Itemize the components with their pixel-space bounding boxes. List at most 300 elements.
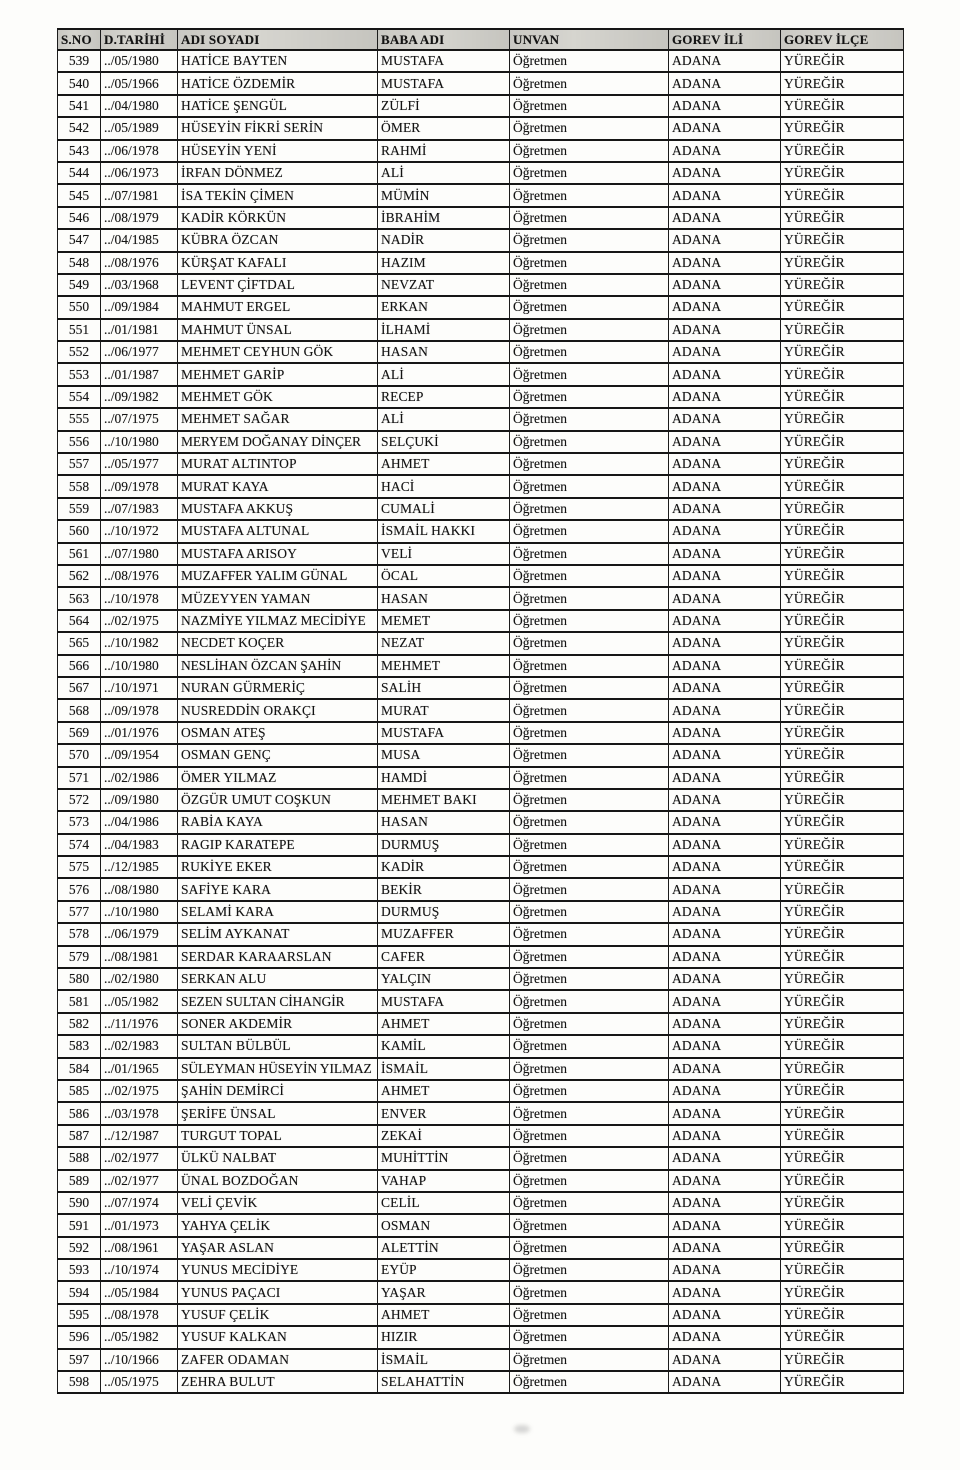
district-cell: YÜREĞİR bbox=[781, 722, 904, 744]
table-row bbox=[58, 520, 904, 542]
birthdate-cell: ../04/1980 bbox=[101, 95, 178, 117]
birthdate-cell: ../09/1984 bbox=[101, 296, 178, 318]
title-cell: Öğretmen bbox=[510, 1349, 669, 1371]
birthdate-cell: ../09/1980 bbox=[101, 789, 178, 811]
name-cell: HATİCE BAYTEN bbox=[178, 50, 378, 72]
serial-cell: 559 bbox=[58, 498, 101, 520]
serial-cell: 581 bbox=[58, 990, 101, 1012]
district-cell: YÜREĞİR bbox=[781, 565, 904, 587]
father-name-cell: MEHMET bbox=[378, 655, 510, 677]
district-cell: YÜREĞİR bbox=[781, 1304, 904, 1326]
table-row bbox=[58, 610, 904, 632]
serial-cell: 578 bbox=[58, 923, 101, 945]
title-cell: Öğretmen bbox=[510, 722, 669, 744]
father-name-cell: ÖMER bbox=[378, 117, 510, 139]
table-row bbox=[58, 296, 904, 318]
name-cell: VELİ ÇEVİK bbox=[178, 1192, 378, 1214]
serial-cell: 594 bbox=[58, 1281, 101, 1303]
table-row bbox=[58, 1013, 904, 1035]
name-cell: MUSTAFA ARISOY bbox=[178, 543, 378, 565]
district-cell: YÜREĞİR bbox=[781, 1170, 904, 1192]
name-cell: MEHMET GARİP bbox=[178, 363, 378, 385]
province-cell: ADANA bbox=[669, 520, 781, 542]
district-cell: YÜREĞİR bbox=[781, 901, 904, 923]
serial-cell: 580 bbox=[58, 968, 101, 990]
table-row bbox=[58, 655, 904, 677]
serial-cell: 548 bbox=[58, 252, 101, 274]
father-name-cell: MUSA bbox=[378, 744, 510, 766]
serial-cell: 597 bbox=[58, 1349, 101, 1371]
table-row bbox=[58, 363, 904, 385]
birthdate-cell: ../06/1977 bbox=[101, 341, 178, 363]
province-cell: ADANA bbox=[669, 274, 781, 296]
birthdate-cell: ../09/1982 bbox=[101, 386, 178, 408]
province-cell: ADANA bbox=[669, 498, 781, 520]
province-cell: ADANA bbox=[669, 363, 781, 385]
title-cell: Öğretmen bbox=[510, 878, 669, 900]
serial-cell: 591 bbox=[58, 1214, 101, 1236]
birthdate-cell: ../01/1973 bbox=[101, 1214, 178, 1236]
table-row bbox=[58, 50, 904, 72]
district-cell: YÜREĞİR bbox=[781, 50, 904, 72]
table-row bbox=[58, 72, 904, 94]
serial-cell: 554 bbox=[58, 386, 101, 408]
table-row bbox=[58, 856, 904, 878]
district-cell: YÜREĞİR bbox=[781, 990, 904, 1012]
name-cell: KÜBRA ÖZCAN bbox=[178, 229, 378, 251]
district-cell: YÜREĞİR bbox=[781, 878, 904, 900]
province-cell: ADANA bbox=[669, 543, 781, 565]
table-row bbox=[58, 811, 904, 833]
title-cell: Öğretmen bbox=[510, 207, 669, 229]
province-cell: ADANA bbox=[669, 587, 781, 609]
table-row bbox=[58, 207, 904, 229]
province-cell: ADANA bbox=[669, 1058, 781, 1080]
birthdate-cell: ../10/1972 bbox=[101, 520, 178, 542]
table-row bbox=[58, 475, 904, 497]
district-cell: YÜREĞİR bbox=[781, 341, 904, 363]
province-cell: ADANA bbox=[669, 252, 781, 274]
name-cell: ZEHRA BULUT bbox=[178, 1371, 378, 1393]
title-cell: Öğretmen bbox=[510, 50, 669, 72]
province-cell: ADANA bbox=[669, 95, 781, 117]
table-row bbox=[58, 184, 904, 206]
birthdate-cell: ../01/1987 bbox=[101, 363, 178, 385]
name-cell: MURAT KAYA bbox=[178, 475, 378, 497]
district-cell: YÜREĞİR bbox=[781, 140, 904, 162]
table-row bbox=[58, 1170, 904, 1192]
table-row bbox=[58, 1102, 904, 1124]
title-cell: Öğretmen bbox=[510, 632, 669, 654]
table-row bbox=[58, 1259, 904, 1281]
title-cell: Öğretmen bbox=[510, 1080, 669, 1102]
name-cell: ZAFER ODAMAN bbox=[178, 1349, 378, 1371]
province-cell: ADANA bbox=[669, 1147, 781, 1169]
serial-cell: 589 bbox=[58, 1170, 101, 1192]
serial-cell: 585 bbox=[58, 1080, 101, 1102]
serial-cell: 568 bbox=[58, 699, 101, 721]
title-cell: Öğretmen bbox=[510, 901, 669, 923]
birthdate-cell: ../10/1982 bbox=[101, 632, 178, 654]
title-cell: Öğretmen bbox=[510, 587, 669, 609]
province-cell: ADANA bbox=[669, 162, 781, 184]
title-cell: Öğretmen bbox=[510, 386, 669, 408]
table-row bbox=[58, 1125, 904, 1147]
title-cell: Öğretmen bbox=[510, 95, 669, 117]
district-cell: YÜREĞİR bbox=[781, 1326, 904, 1348]
name-cell: SERKAN ALU bbox=[178, 968, 378, 990]
province-cell: ADANA bbox=[669, 677, 781, 699]
title-cell: Öğretmen bbox=[510, 1304, 669, 1326]
province-cell: ADANA bbox=[669, 140, 781, 162]
province-cell: ADANA bbox=[669, 699, 781, 721]
serial-cell: 584 bbox=[58, 1058, 101, 1080]
title-cell: Öğretmen bbox=[510, 341, 669, 363]
title-cell: Öğretmen bbox=[510, 565, 669, 587]
title-cell: Öğretmen bbox=[510, 1147, 669, 1169]
province-cell: ADANA bbox=[669, 1192, 781, 1214]
table-row bbox=[58, 968, 904, 990]
birthdate-cell: ../11/1976 bbox=[101, 1013, 178, 1035]
district-cell: YÜREĞİR bbox=[781, 1192, 904, 1214]
province-cell: ADANA bbox=[669, 475, 781, 497]
father-name-cell: AHMET bbox=[378, 1013, 510, 1035]
name-cell: SAFİYE KARA bbox=[178, 878, 378, 900]
birthdate-cell: ../05/1977 bbox=[101, 453, 178, 475]
title-cell: Öğretmen bbox=[510, 1259, 669, 1281]
father-name-cell: İLHAMİ bbox=[378, 319, 510, 341]
serial-cell: 540 bbox=[58, 72, 101, 94]
father-name-cell: AHMET bbox=[378, 1080, 510, 1102]
serial-cell: 566 bbox=[58, 655, 101, 677]
name-cell: YUNUS MECİDİYE bbox=[178, 1259, 378, 1281]
serial-cell: 572 bbox=[58, 789, 101, 811]
province-cell: ADANA bbox=[669, 811, 781, 833]
birthdate-cell: ../03/1968 bbox=[101, 274, 178, 296]
father-name-cell: MEMET bbox=[378, 610, 510, 632]
province-cell: ADANA bbox=[669, 565, 781, 587]
birthdate-cell: ../12/1985 bbox=[101, 856, 178, 878]
birthdate-cell: ../12/1987 bbox=[101, 1125, 178, 1147]
column-header-serial: S.NO bbox=[58, 29, 101, 50]
province-cell: ADANA bbox=[669, 878, 781, 900]
title-cell: Öğretmen bbox=[510, 498, 669, 520]
title-cell: Öğretmen bbox=[510, 1035, 669, 1057]
serial-cell: 565 bbox=[58, 632, 101, 654]
name-cell: KÜRŞAT KAFALI bbox=[178, 252, 378, 274]
column-header-title: UNVAN bbox=[510, 29, 669, 50]
province-cell: ADANA bbox=[669, 453, 781, 475]
birthdate-cell: ../10/1980 bbox=[101, 431, 178, 453]
name-cell: ÖZGÜR UMUT COŞKUN bbox=[178, 789, 378, 811]
serial-cell: 573 bbox=[58, 811, 101, 833]
father-name-cell: HASAN bbox=[378, 811, 510, 833]
title-cell: Öğretmen bbox=[510, 655, 669, 677]
province-cell: ADANA bbox=[669, 184, 781, 206]
district-cell: YÜREĞİR bbox=[781, 475, 904, 497]
serial-cell: 593 bbox=[58, 1259, 101, 1281]
birthdate-cell: ../01/1965 bbox=[101, 1058, 178, 1080]
title-cell: Öğretmen bbox=[510, 363, 669, 385]
table-row bbox=[58, 117, 904, 139]
birthdate-cell: ../02/1977 bbox=[101, 1147, 178, 1169]
district-cell: YÜREĞİR bbox=[781, 543, 904, 565]
name-cell: RUKİYE EKER bbox=[178, 856, 378, 878]
header-row bbox=[58, 29, 904, 50]
province-cell: ADANA bbox=[669, 1035, 781, 1057]
table-row bbox=[58, 543, 904, 565]
province-cell: ADANA bbox=[669, 834, 781, 856]
birthdate-cell: ../02/1980 bbox=[101, 968, 178, 990]
table-row bbox=[58, 386, 904, 408]
table-row bbox=[58, 140, 904, 162]
province-cell: ADANA bbox=[669, 632, 781, 654]
name-cell: SERDAR KARAARSLAN bbox=[178, 946, 378, 968]
table-row bbox=[58, 722, 904, 744]
title-cell: Öğretmen bbox=[510, 811, 669, 833]
serial-cell: 569 bbox=[58, 722, 101, 744]
birthdate-cell: ../08/1978 bbox=[101, 1304, 178, 1326]
table-header bbox=[58, 29, 904, 50]
title-cell: Öğretmen bbox=[510, 744, 669, 766]
birthdate-cell: ../02/1986 bbox=[101, 767, 178, 789]
table-row bbox=[58, 252, 904, 274]
father-name-cell: ALİ bbox=[378, 162, 510, 184]
birthdate-cell: ../02/1975 bbox=[101, 610, 178, 632]
father-name-cell: SELAHATTİN bbox=[378, 1371, 510, 1393]
name-cell: MEHMET SAĞAR bbox=[178, 408, 378, 430]
name-cell: İRFAN DÖNMEZ bbox=[178, 162, 378, 184]
father-name-cell: MÜMİN bbox=[378, 184, 510, 206]
serial-cell: 574 bbox=[58, 834, 101, 856]
name-cell: YUNUS PAÇACI bbox=[178, 1281, 378, 1303]
table-row bbox=[58, 1035, 904, 1057]
province-cell: ADANA bbox=[669, 207, 781, 229]
father-name-cell: CUMALİ bbox=[378, 498, 510, 520]
title-cell: Öğretmen bbox=[510, 543, 669, 565]
father-name-cell: ENVER bbox=[378, 1102, 510, 1124]
serial-cell: 549 bbox=[58, 274, 101, 296]
serial-cell: 558 bbox=[58, 475, 101, 497]
father-name-cell: HASAN bbox=[378, 587, 510, 609]
name-cell: NECDET KOÇER bbox=[178, 632, 378, 654]
province-cell: ADANA bbox=[669, 655, 781, 677]
province-cell: ADANA bbox=[669, 1214, 781, 1236]
district-cell: YÜREĞİR bbox=[781, 1035, 904, 1057]
table-body bbox=[58, 50, 904, 1393]
title-cell: Öğretmen bbox=[510, 610, 669, 632]
birthdate-cell: ../09/1978 bbox=[101, 475, 178, 497]
province-cell: ADANA bbox=[669, 1125, 781, 1147]
name-cell: SEZEN SULTAN CİHANGİR bbox=[178, 990, 378, 1012]
province-cell: ADANA bbox=[669, 431, 781, 453]
serial-cell: 556 bbox=[58, 431, 101, 453]
father-name-cell: MURAT bbox=[378, 699, 510, 721]
name-cell: SULTAN BÜLBÜL bbox=[178, 1035, 378, 1057]
name-cell: MEHMET GÖK bbox=[178, 386, 378, 408]
birthdate-cell: ../08/1976 bbox=[101, 252, 178, 274]
district-cell: YÜREĞİR bbox=[781, 811, 904, 833]
birthdate-cell: ../05/1975 bbox=[101, 1371, 178, 1393]
birthdate-cell: ../06/1973 bbox=[101, 162, 178, 184]
title-cell: Öğretmen bbox=[510, 789, 669, 811]
district-cell: YÜREĞİR bbox=[781, 789, 904, 811]
title-cell: Öğretmen bbox=[510, 408, 669, 430]
serial-cell: 541 bbox=[58, 95, 101, 117]
father-name-cell: HACİ bbox=[378, 475, 510, 497]
birthdate-cell: ../04/1985 bbox=[101, 229, 178, 251]
title-cell: Öğretmen bbox=[510, 296, 669, 318]
district-cell: YÜREĞİR bbox=[781, 968, 904, 990]
table-row bbox=[58, 587, 904, 609]
table-row bbox=[58, 95, 904, 117]
birthdate-cell: ../05/1980 bbox=[101, 50, 178, 72]
district-cell: YÜREĞİR bbox=[781, 1371, 904, 1393]
name-cell: ÜLKÜ NALBAT bbox=[178, 1147, 378, 1169]
name-cell: ÖMER YILMAZ bbox=[178, 767, 378, 789]
table-row bbox=[58, 1058, 904, 1080]
name-cell: NURAN GÜRMERİÇ bbox=[178, 677, 378, 699]
name-cell: YUSUF ÇELİK bbox=[178, 1304, 378, 1326]
name-cell: YAHYA ÇELİK bbox=[178, 1214, 378, 1236]
province-cell: ADANA bbox=[669, 72, 781, 94]
district-cell: YÜREĞİR bbox=[781, 610, 904, 632]
district-cell: YÜREĞİR bbox=[781, 1080, 904, 1102]
name-cell: NESLİHAN ÖZCAN ŞAHİN bbox=[178, 655, 378, 677]
district-cell: YÜREĞİR bbox=[781, 1349, 904, 1371]
serial-cell: 543 bbox=[58, 140, 101, 162]
serial-cell: 590 bbox=[58, 1192, 101, 1214]
title-cell: Öğretmen bbox=[510, 229, 669, 251]
province-cell: ADANA bbox=[669, 1013, 781, 1035]
name-cell: NAZMİYE YILMAZ MECİDİYE bbox=[178, 610, 378, 632]
serial-cell: 550 bbox=[58, 296, 101, 318]
father-name-cell: CAFER bbox=[378, 946, 510, 968]
birthdate-cell: ../08/1979 bbox=[101, 207, 178, 229]
scan-smudge bbox=[514, 1425, 530, 1433]
table-row bbox=[58, 677, 904, 699]
name-cell: SELİM AYKANAT bbox=[178, 923, 378, 945]
father-name-cell: SELÇUKİ bbox=[378, 431, 510, 453]
table-row bbox=[58, 453, 904, 475]
birthdate-cell: ../05/1966 bbox=[101, 72, 178, 94]
table-row bbox=[58, 878, 904, 900]
serial-cell: 579 bbox=[58, 946, 101, 968]
birthdate-cell: ../07/1975 bbox=[101, 408, 178, 430]
title-cell: Öğretmen bbox=[510, 1214, 669, 1236]
birthdate-cell: ../10/1974 bbox=[101, 1259, 178, 1281]
birthdate-cell: ../07/1983 bbox=[101, 498, 178, 520]
table-row bbox=[58, 408, 904, 430]
table-row bbox=[58, 923, 904, 945]
name-cell: İSA TEKİN ÇİMEN bbox=[178, 184, 378, 206]
name-cell: LEVENT ÇİFTDAL bbox=[178, 274, 378, 296]
district-cell: YÜREĞİR bbox=[781, 677, 904, 699]
father-name-cell: OSMAN bbox=[378, 1214, 510, 1236]
province-cell: ADANA bbox=[669, 722, 781, 744]
table-row bbox=[58, 946, 904, 968]
district-cell: YÜREĞİR bbox=[781, 655, 904, 677]
title-cell: Öğretmen bbox=[510, 923, 669, 945]
name-cell: YAŞAR ASLAN bbox=[178, 1237, 378, 1259]
title-cell: Öğretmen bbox=[510, 162, 669, 184]
title-cell: Öğretmen bbox=[510, 72, 669, 94]
birthdate-cell: ../07/1981 bbox=[101, 184, 178, 206]
table-row bbox=[58, 1304, 904, 1326]
serial-cell: 583 bbox=[58, 1035, 101, 1057]
birthdate-cell: ../05/1982 bbox=[101, 1326, 178, 1348]
serial-cell: 546 bbox=[58, 207, 101, 229]
name-cell: HÜSEYİN YENİ bbox=[178, 140, 378, 162]
birthdate-cell: ../05/1984 bbox=[101, 1281, 178, 1303]
serial-cell: 560 bbox=[58, 520, 101, 542]
personnel-table bbox=[57, 28, 904, 1394]
province-cell: ADANA bbox=[669, 744, 781, 766]
serial-cell: 553 bbox=[58, 363, 101, 385]
father-name-cell: İSMAİL bbox=[378, 1058, 510, 1080]
father-name-cell: ALETTİN bbox=[378, 1237, 510, 1259]
province-cell: ADANA bbox=[669, 946, 781, 968]
birthdate-cell: ../04/1983 bbox=[101, 834, 178, 856]
province-cell: ADANA bbox=[669, 50, 781, 72]
father-name-cell: VAHAP bbox=[378, 1170, 510, 1192]
table-row bbox=[58, 341, 904, 363]
name-cell: MUSTAFA ALTUNAL bbox=[178, 520, 378, 542]
district-cell: YÜREĞİR bbox=[781, 252, 904, 274]
father-name-cell: ZÜLFİ bbox=[378, 95, 510, 117]
father-name-cell: MUSTAFA bbox=[378, 722, 510, 744]
province-cell: ADANA bbox=[669, 1102, 781, 1124]
province-cell: ADANA bbox=[669, 386, 781, 408]
father-name-cell: NEVZAT bbox=[378, 274, 510, 296]
name-cell: HATİCE ÖZDEMİR bbox=[178, 72, 378, 94]
province-cell: ADANA bbox=[669, 341, 781, 363]
father-name-cell: MUHİTTİN bbox=[378, 1147, 510, 1169]
province-cell: ADANA bbox=[669, 901, 781, 923]
birthdate-cell: ../10/1966 bbox=[101, 1349, 178, 1371]
district-cell: YÜREĞİR bbox=[781, 498, 904, 520]
district-cell: YÜREĞİR bbox=[781, 946, 904, 968]
province-cell: ADANA bbox=[669, 229, 781, 251]
serial-cell: 555 bbox=[58, 408, 101, 430]
province-cell: ADANA bbox=[669, 1281, 781, 1303]
father-name-cell: SALİH bbox=[378, 677, 510, 699]
district-cell: YÜREĞİR bbox=[781, 1147, 904, 1169]
birthdate-cell: ../07/1974 bbox=[101, 1192, 178, 1214]
province-cell: ADANA bbox=[669, 1349, 781, 1371]
name-cell: MAHMUT ERGEL bbox=[178, 296, 378, 318]
birthdate-cell: ../05/1989 bbox=[101, 117, 178, 139]
table-row bbox=[58, 1080, 904, 1102]
title-cell: Öğretmen bbox=[510, 1326, 669, 1348]
birthdate-cell: ../10/1978 bbox=[101, 587, 178, 609]
district-cell: YÜREĞİR bbox=[781, 834, 904, 856]
serial-cell: 586 bbox=[58, 1102, 101, 1124]
title-cell: Öğretmen bbox=[510, 767, 669, 789]
table-row bbox=[58, 431, 904, 453]
name-cell: RAGIP KARATEPE bbox=[178, 834, 378, 856]
title-cell: Öğretmen bbox=[510, 431, 669, 453]
province-cell: ADANA bbox=[669, 1259, 781, 1281]
name-cell: MÜZEYYEN YAMAN bbox=[178, 587, 378, 609]
father-name-cell: RECEP bbox=[378, 386, 510, 408]
name-cell: MUSTAFA AKKUŞ bbox=[178, 498, 378, 520]
province-cell: ADANA bbox=[669, 1304, 781, 1326]
title-cell: Öğretmen bbox=[510, 1125, 669, 1147]
name-cell: MEHMET CEYHUN GÖK bbox=[178, 341, 378, 363]
district-cell: YÜREĞİR bbox=[781, 699, 904, 721]
district-cell: YÜREĞİR bbox=[781, 1102, 904, 1124]
